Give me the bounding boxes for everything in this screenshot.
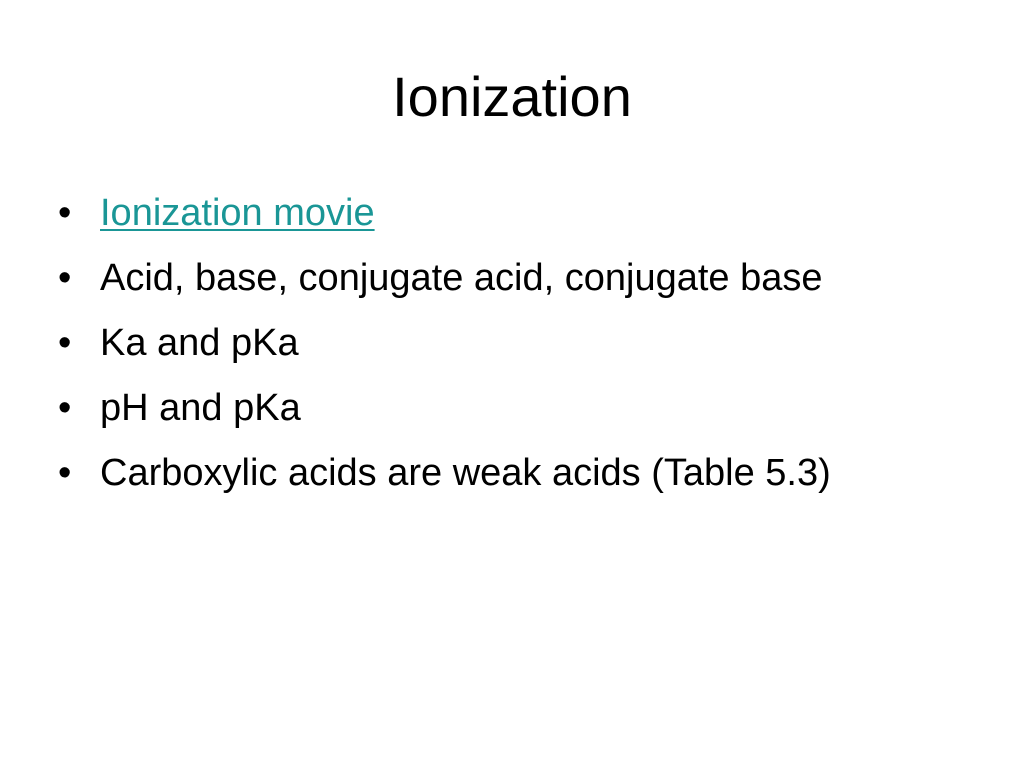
bullet-text: Carboxylic acids are weak acids (Table 5.3) — [100, 452, 831, 494]
bullet-icon: • — [58, 192, 72, 234]
bullet-item-carboxylic-acids — [55, 446, 915, 500]
slide-title: Ionization — [392, 65, 632, 128]
bullet-item-ka-pka — [55, 316, 915, 370]
bullet-icon: • — [58, 452, 72, 494]
bullet-item-acid-base — [55, 251, 915, 305]
bullet-item-ionization-movie — [55, 186, 915, 240]
bullet-icon: • — [58, 387, 72, 429]
bullet-icon: • — [58, 322, 72, 364]
ionization-movie-link[interactable]: Ionization movie — [100, 192, 375, 234]
bullet-text: Acid, base, conjugate acid, conjugate base — [100, 257, 823, 299]
bullet-text: pH and pKa — [100, 387, 301, 429]
bullet-item-ph-pka — [55, 381, 915, 435]
bullet-list — [55, 186, 915, 511]
bullet-icon: • — [58, 257, 72, 299]
bullet-text: Ka and pKa — [100, 322, 299, 364]
